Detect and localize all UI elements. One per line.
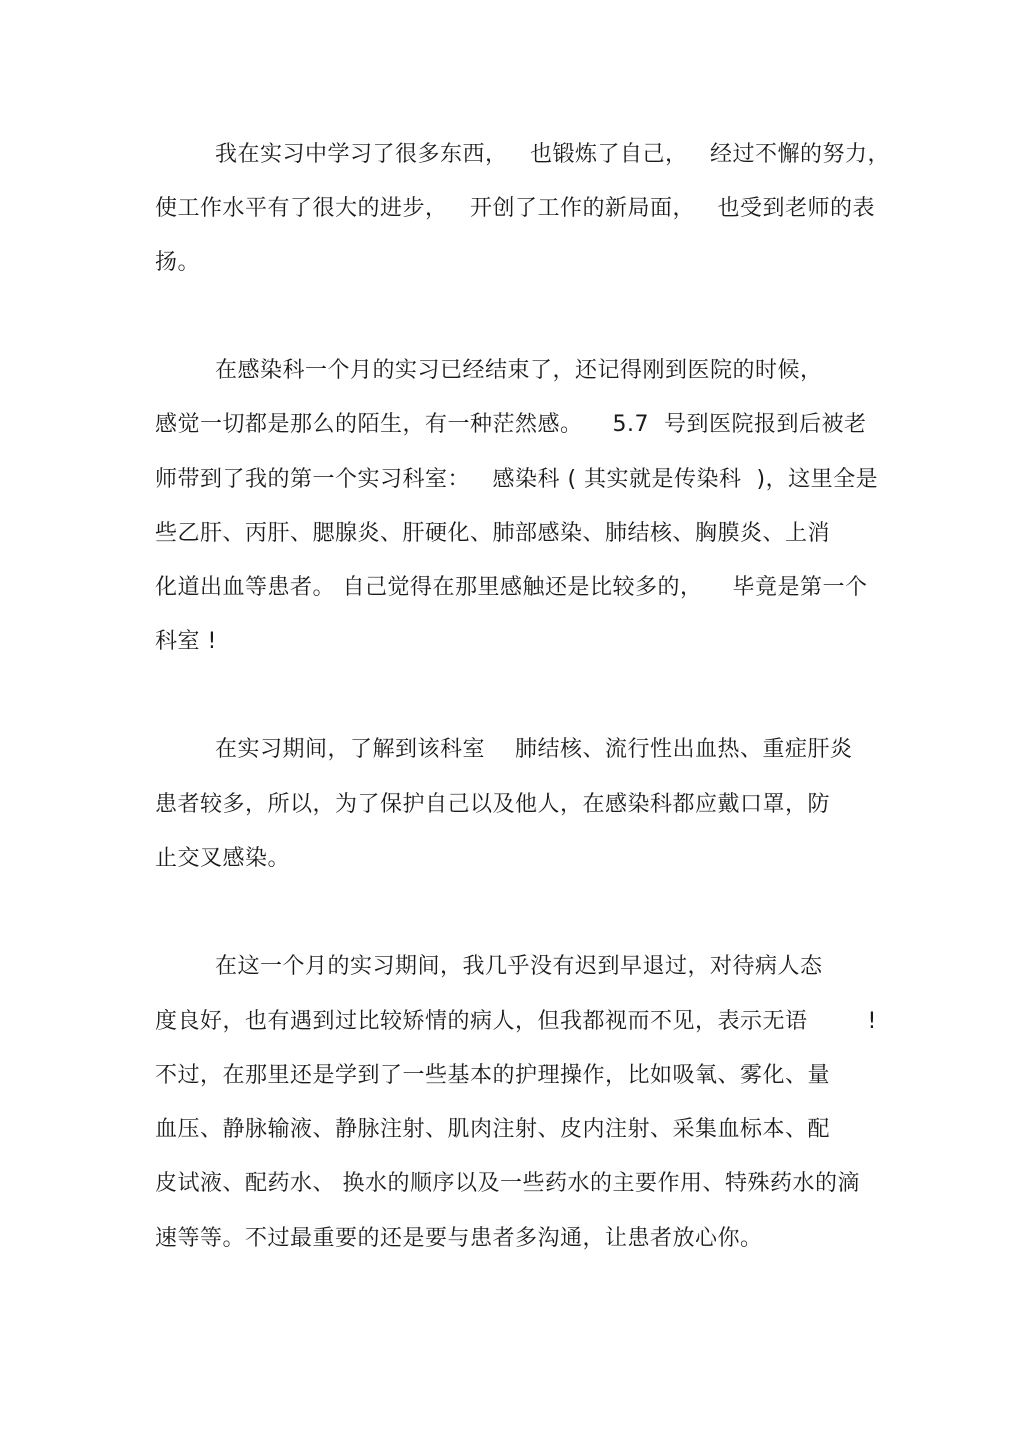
paragraph-1-line-3: 扬。 (155, 250, 201, 275)
paragraph-2-line-6: 科室 ! (155, 629, 217, 654)
paragraph-4-line-5: 皮试液、配药水、 换水的顺序以及一些药水的主要作用、特殊药水的滴 (155, 1171, 860, 1196)
paragraph-2-line-4: 些乙肝、丙肝、腮腺炎、肝硬化、肺部感染、肺结核、胸膜炎、上消 (155, 521, 831, 546)
paragraph-4-line-2: 度良好，也有遇到过比较矫情的病人，但我都视而不见，表示无语 ! (155, 1009, 877, 1034)
paragraph-2-line-3: 师带到了我的第一个实习科室： 感染科 ( 其实就是传染科 )，这里全是 (155, 467, 879, 492)
paragraph-3-line-3: 止交叉感染。 (155, 846, 291, 871)
paragraph-2-line-1: 在感染科一个月的实习已经结束了，还记得刚到医院的时候， (215, 358, 823, 383)
paragraph-1-line-1: 我在实习中学习了很多东西， 也锻炼了自己， 经过不懈的努力， (215, 142, 890, 167)
paragraph-1-line-2: 使工作水平有了很大的进步， 开创了工作的新局面， 也受到老师的表 (155, 196, 875, 221)
paragraph-4-line-4: 血压、静脉输液、静脉注射、肌肉注射、皮内注射、采集血标本、配 (155, 1117, 831, 1142)
paragraph-3-line-1: 在实习期间，了解到该科室 肺结核、流行性出血热、重症肝炎 (215, 737, 853, 762)
paragraph-4-line-1: 在这一个月的实习期间，我几乎没有迟到早退过，对待病人态 (215, 954, 823, 979)
paragraph-4-line-6: 速等等。不过最重要的还是要与患者多沟通，让患者放心你。 (155, 1226, 763, 1251)
paragraph-2-line-5: 化道出血等患者。 自己觉得在那里感触还是比较多的， 毕竟是第一个 (155, 575, 868, 600)
paragraph-3-line-2: 患者较多，所以，为了保护自己以及他人，在感染科都应戴口罩，防 (155, 792, 831, 817)
paragraph-2-line-2: 感觉一切都是那么的陌生，有一种茫然感。 5.7 号到医院报到后被老 (155, 412, 867, 437)
paragraph-4-line-3: 不过，在那里还是学到了一些基本的护理操作，比如吸氧、雾化、量 (155, 1063, 831, 1088)
